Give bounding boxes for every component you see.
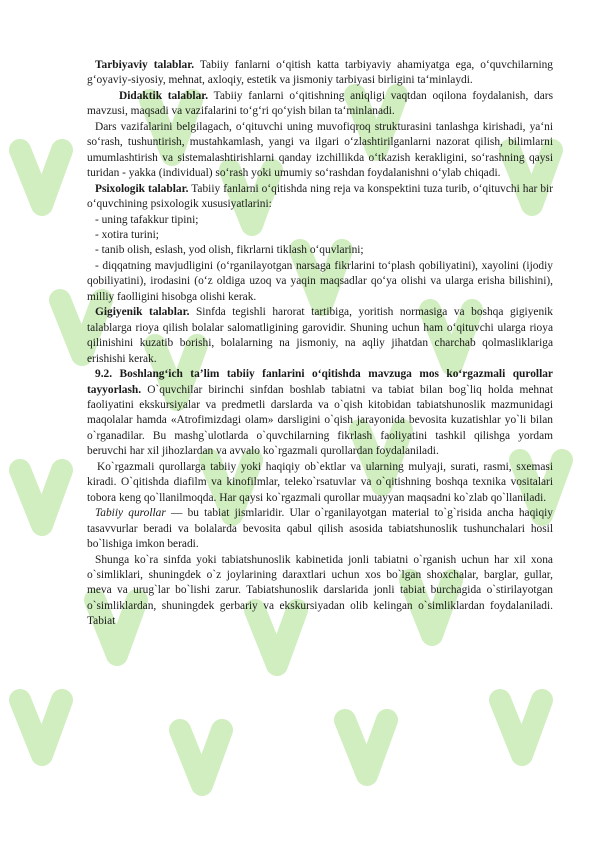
paragraph-lead: Psixologik talablar. — [95, 182, 189, 195]
list-item — [87, 243, 553, 258]
document-page — [87, 58, 553, 630]
watermark-mark — [20, 150, 62, 205]
list-item — [87, 213, 553, 228]
paragraph-text: O`quvchilar birinchi sinfdan boshlab tabiatni va tabiat bilan bog`liq holda mehnat faoliyatini ekskursiyalar va predmetli darslarda va o`qish kitobidan tabiatshunoslik mazmunidagi maqolalar hamda «Atrofimizdagi olam» darsligini o`qish jarayonida bevosita kuzatishlar yo`li bilan o`rganadilar. Bu mashg`ulotlarda o`quvchilarning fikrlash faoliyatini tashkil qilishga yordam beruvchi har xil jihozlardan va avvalo ko`rgazmali qurollardan foydalaniladi. — [87, 383, 553, 458]
section-heading: 9.2. Boshlang‘ich ta’lim tabiiy fanlarini o‘qitishda mavzuga mos ko‘rgazmali qurollar tayyorlash. — [87, 368, 553, 396]
paragraph-text: Tabiiy fanlarni o‘qitishda ning reja va konspektini tuza turib, o‘qituvchi har bir o‘quvchining psixologik xususiyatlarini: — [87, 182, 554, 211]
watermark-mark — [180, 730, 222, 785]
section-heading-9-2 — [87, 367, 553, 460]
paragraph-didaktik — [87, 89, 553, 120]
paragraph-text: Tabiiy fanlarni o‘qitishning aniqligi vaqtdan oqilona foydalanish, dars mavzusi, maqsadi va vazifalarini to‘g‘ri qo‘yish bilan ta‘minlanadi. — [87, 89, 553, 118]
paragraph-tarbiyaviy — [87, 58, 553, 89]
paragraph-lead: Tarbiyaviy talablar. — [95, 59, 195, 71]
watermark-mark — [345, 720, 387, 775]
watermark-mark — [20, 470, 62, 525]
list-item-text: - xotira turini; — [95, 228, 159, 241]
paragraph-text: Sinfda tegishli harorat tartibiga, yoritish normasiga va boshqa gigiyenik talablarga rioya qilish bolalar salomatligining garovidir. Shuning uchun ham o‘qituvchi ularga rioya qilinishini kuzatib borishi, bolalarning na jismoniy, na aqliy jihatdan charchab qolmasliklariga erishishi kerak. — [87, 306, 553, 365]
list-item-text: - uning tafakkur tipini; — [95, 213, 199, 226]
watermark-mark — [20, 700, 62, 755]
list-item — [87, 259, 553, 305]
paragraph-korgazmali — [87, 460, 553, 506]
list-item-text: - tanib olish, eslash, yod olish, fikrlarni tiklash o‘quvlarini; — [95, 244, 364, 257]
paragraph-lead: Didaktik talablar. — [119, 89, 209, 102]
paragraph-text: Ko`rgazmali qurollarga tabiiy yoki haqiqiy ob`ektlar va ularning mulyaji, surati, rasmi, sxemasi kiradi. O`qitishda diafilm va kinofilmlar, teleko`rsatuvlar va o`qitishning boshqa texnika vositalari tobora keng qo`llanilmoqda. Har qaysi ko`rgazmali qurollar muayyan maqsadni ko`zlab qo`llaniladi. — [87, 460, 553, 504]
paragraph-lead: Gigiyenik talablar. — [95, 306, 190, 319]
paragraph-tabiiy-qurollar — [87, 506, 553, 552]
watermark-mark — [500, 700, 542, 755]
paragraph-shunga-kora — [87, 553, 553, 630]
paragraph-text: — bu tabiat jismlaridir. Ular o`rganilayotgan material to`g`risida ancha haqiqiy tasavvurlar beradi va bolalarda bevosita qabul qilish asosida tabiatshunoslik tushunchalari hosil bo`lishiga imkon beradi. — [87, 507, 554, 551]
paragraph-gigiyenik — [87, 305, 553, 367]
list-item-text: - diqqatning mavjudligini (o‘rganilayotgan narsaga fikrlarini to‘plash qobiliyatini), xayolini (ijodiy qobiliyatini), irodasini (o‘z oldiga uzoq va yaqin maqsadlar qo‘ya olishi va ularga erisha bilishini), milliy faolligini hisobga olishi kerak. — [87, 259, 553, 303]
list-item — [87, 228, 553, 243]
paragraph-text: Dars vazifalarini belgilagach, o‘qituvchi uning muvofiqroq strukturasini tanlashga kirishadi, ya‘ni so‘rash, tushuntirish, mustahkamlash, yangi va ilgari o‘zlashtirilganlarni nazorat qilish, bilimlarni umumlashtirish va sistemalashtirishlarni qanday izchillikda o‘tkazish kerakligini, so‘rashning qaysi turidan - yakka (individual) so‘rash yoki umumiy so‘rashdan foydalanishni o‘ylab chiqadi. — [87, 120, 553, 180]
paragraph-lead: Tabiiy qurollar — [95, 507, 166, 520]
paragraph-psixologik — [87, 182, 553, 213]
paragraph-text: Shunga ko`ra sinfda yoki tabiatshunoslik kabinetida jonli tabiatni o`rganish uchun har xil xona o`simliklari, shuningdek o`z joylarining daraxtlari uchun xos bo`lgan shoxchalar, barglar, gullar, meva va urug`lar bo`lishi zarur. Tabiatshunoslik darslarida jonli tabiat burchagida o`stirilayotgan o`simliklardan, shuningdek gerbariy va ekskursiyadan olib kelingan o`simliklardan foydalaniladi. Tabiat — [87, 553, 553, 628]
paragraph-text: Tabiiy fanlarni o‘qitish katta tarbiyaviy ahamiyatga ega, o‘quvchilarning g‘oyaviy-siyosiy, mehnat, axloqiy, estetik va jismoniy tarbiyasi birligini ta‘minlaydi. — [87, 59, 554, 87]
paragraph-dars-vazifalari — [87, 120, 553, 182]
